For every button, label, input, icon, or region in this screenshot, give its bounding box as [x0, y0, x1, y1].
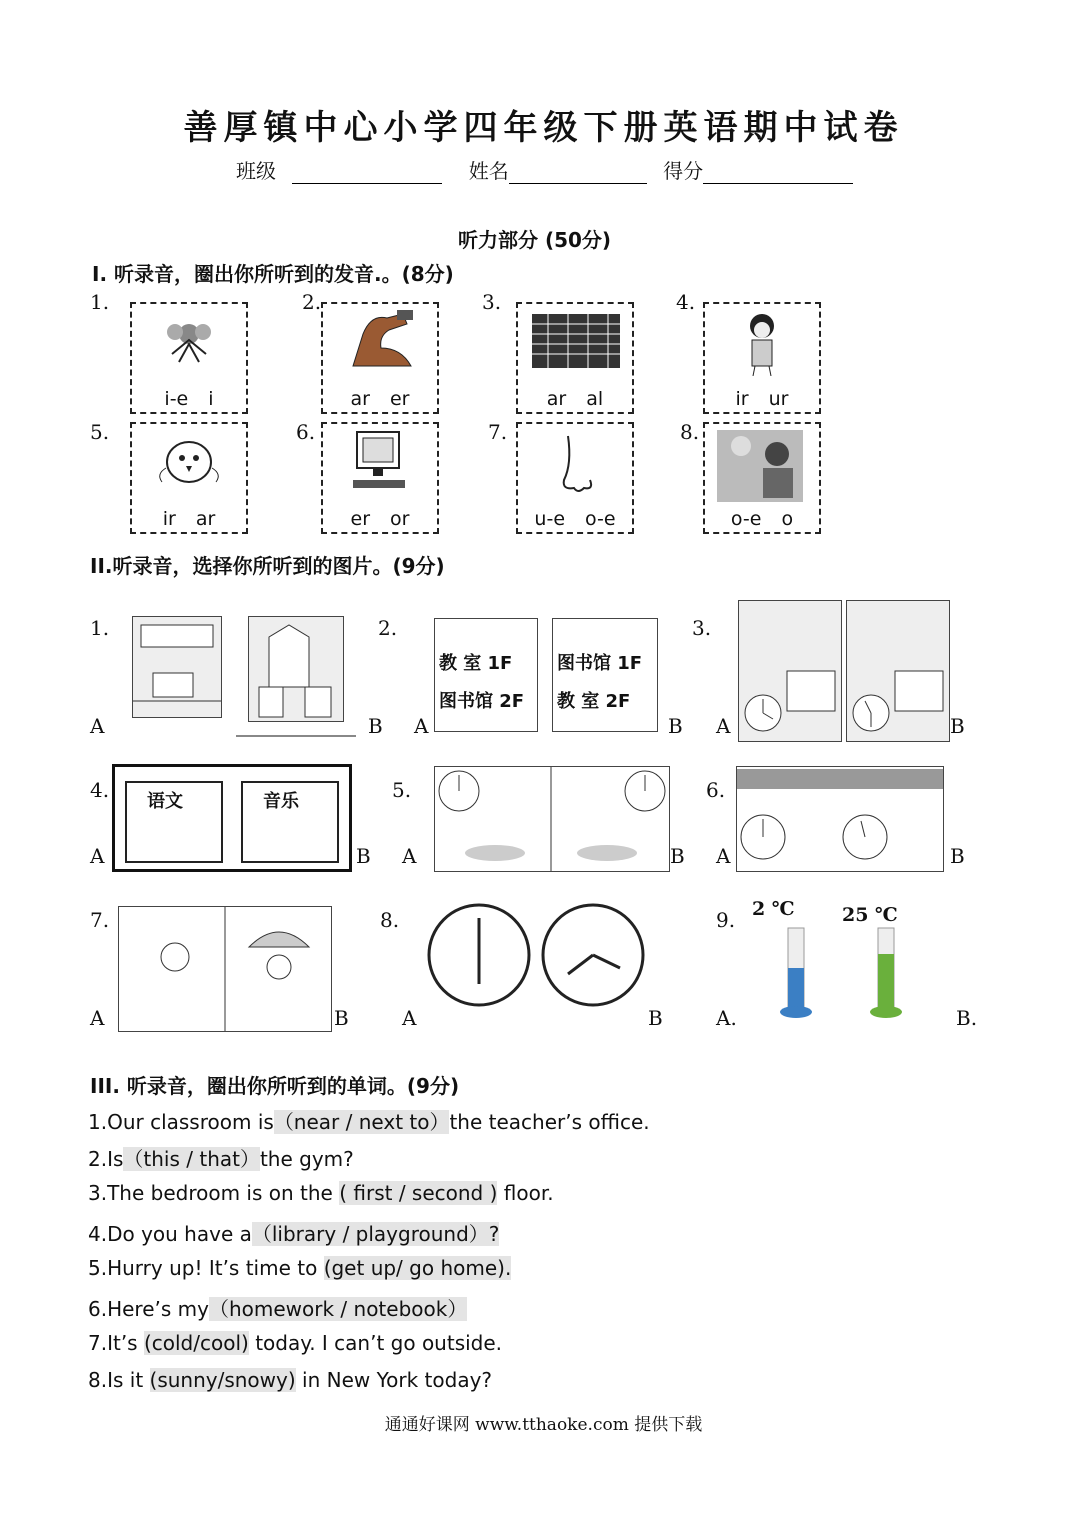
sentence-6: 6.Here’s my（homework / notebook） [88, 1297, 468, 1321]
s1-options-2[interactable]: ar er [350, 388, 410, 410]
s2-label-b-9: B. [956, 1006, 978, 1030]
computer-icon [323, 424, 437, 500]
choice-2[interactable]: （this / that） [123, 1147, 260, 1171]
school-clock-picture[interactable] [736, 766, 944, 872]
s1-box-3 [516, 302, 634, 414]
thermometer-b-icon[interactable] [852, 924, 922, 1020]
class-label: 班级 [236, 159, 276, 183]
s1-box-6 [321, 422, 439, 534]
s1-num-7: 7. [488, 420, 508, 444]
s1-num-2: 2. [302, 290, 322, 314]
s1-options-6[interactable]: er or [350, 508, 410, 530]
floor-sign-picture-a[interactable] [434, 618, 538, 732]
thermometer-a-icon[interactable] [762, 924, 832, 1020]
s2-label-b-4: B [356, 844, 371, 868]
s1-options-8[interactable]: o-e o [730, 508, 794, 530]
books-picture[interactable] [112, 764, 352, 872]
floor-sign-b-row-1: 图书馆 1F [557, 653, 643, 674]
s2-label-a-6: A [716, 844, 731, 868]
s1-num-6: 6. [296, 420, 316, 444]
floor-sign-a-row-2: 图书馆 2F [439, 691, 525, 712]
s2-label-b-7: B [334, 1006, 349, 1030]
s2-num-8: 8. [380, 908, 400, 932]
score-field[interactable] [703, 161, 853, 184]
s2-label-b-1: B [368, 714, 383, 738]
section-1-title: Ⅰ. 听录音，圈出你所听到的发音.。(8分) [92, 262, 454, 286]
nose-icon [518, 424, 632, 500]
s1-box-8 [703, 422, 821, 534]
sentence-3: 3.The bedroom is on the ( first / second ) floor. [88, 1181, 554, 1205]
s2-num-1: 1. [90, 616, 110, 640]
sentence-4: 4.Do you have a（library / playground）? [88, 1222, 500, 1246]
footer-text: 通通好课网 www.tthaoke.com 提供下载 [384, 1415, 703, 1435]
clock-b-icon[interactable] [538, 900, 648, 1010]
s1-num-3: 3. [482, 290, 502, 314]
section-3-title: III. 听录音，圈出你所听到的单词。(9分) [90, 1074, 460, 1098]
s2-label-a-1: A [90, 714, 105, 738]
name-field[interactable] [509, 161, 647, 184]
kite-icon [132, 304, 246, 374]
s1-options-4[interactable]: ir ur [735, 388, 789, 410]
s2-num-3: 3. [692, 616, 712, 640]
s2-label-b-6: B [950, 844, 965, 868]
score-label: 得分 [663, 159, 704, 183]
s1-num-1: 1. [90, 290, 110, 314]
choice-7[interactable]: (cold/cool) [143, 1331, 249, 1355]
s1-box-2 [321, 302, 439, 414]
s2-num-6: 6. [706, 778, 726, 802]
temp-b-label: 25 ℃ [842, 904, 898, 926]
floor-sign-picture-b[interactable] [552, 618, 658, 732]
art-room-picture-b[interactable] [248, 616, 344, 722]
hot-weather-icon [705, 424, 819, 506]
s2-label-b-8: B [648, 1006, 663, 1030]
s2-label-b-3: B [950, 714, 965, 738]
sentence-8: 8.Is it (sunny/snowy) in New York today? [88, 1368, 493, 1392]
chinese-book-label: 语文 [147, 791, 183, 812]
choice-8[interactable]: (sunny/snowy) [149, 1368, 296, 1392]
bedtime-picture-a[interactable] [738, 600, 842, 742]
sentence-5: 5.Hurry up! It’s time to (get up/ go home). [88, 1256, 512, 1280]
s2-num-7: 7. [90, 908, 110, 932]
chinese-book[interactable] [125, 781, 223, 863]
s2-num-2: 2. [378, 616, 398, 640]
s2-label-a-7: A [90, 1006, 105, 1030]
s1-num-5: 5. [90, 420, 110, 444]
s2-label-a-3: A [716, 714, 731, 738]
s2-num-9: 9. [716, 908, 736, 932]
classroom-picture-a[interactable] [132, 616, 222, 718]
s1-options-7[interactable]: u-e o-e [534, 508, 616, 530]
clock-a-icon[interactable] [424, 900, 534, 1010]
s1-num-4: 4. [676, 290, 696, 314]
choice-4[interactable]: （library / playground）? [251, 1222, 500, 1246]
section-2-title: II.听录音，选择你所听到的图片。(9分) [90, 554, 445, 578]
bedtime-picture-b[interactable] [846, 600, 950, 742]
floor-sign-a-row-1: 教 室 1F [439, 653, 513, 674]
s2-num-5: 5. [392, 778, 412, 802]
floor-sign-b-row-2: 教 室 2F [557, 691, 631, 712]
sentence-2: 2.Is（this / that）the gym? [88, 1147, 354, 1171]
s1-options-3[interactable]: ar al [546, 388, 604, 410]
class-field[interactable] [292, 161, 442, 184]
s1-box-1 [130, 302, 248, 414]
s1-box-4 [703, 302, 821, 414]
s1-box-5 [130, 422, 248, 534]
section-part-heading: 听力部分 (50分) [458, 228, 612, 252]
choice-5[interactable]: (get up/ go home). [323, 1256, 512, 1280]
sentence-7: 7.It’s (cold/cool) today. I can’t go outside. [88, 1331, 503, 1355]
rain-picture[interactable] [118, 906, 332, 1032]
arm-icon [323, 304, 437, 374]
page-title: 善厚镇中心小学四年级下册英语期中试卷 [183, 108, 904, 148]
s2-label-a-2: A [414, 714, 429, 738]
eating-picture[interactable] [434, 766, 670, 872]
temp-a-label: 2 ℃ [752, 898, 795, 920]
music-book[interactable] [241, 781, 339, 863]
s1-box-7 [516, 422, 634, 534]
wall-icon [518, 304, 632, 374]
s2-label-b-2: B [668, 714, 683, 738]
choice-6[interactable]: （homework / notebook） [208, 1297, 468, 1321]
bird-icon [132, 424, 246, 494]
s2-label-a-5: A [402, 844, 417, 868]
s2-label-b-5: B [670, 844, 685, 868]
s2-label-a-9: A. [716, 1006, 737, 1030]
nurse-icon [705, 304, 819, 376]
s2-num-4: 4. [90, 778, 110, 802]
s1-options-1[interactable]: i-e i [164, 388, 214, 410]
s1-options-5[interactable]: ir ar [162, 508, 216, 530]
sentence-1: 1.Our classroom is（near / next to）the teacher’s office. [88, 1110, 650, 1134]
choice-3[interactable]: ( first / second ) [339, 1181, 498, 1205]
divider-line [236, 735, 356, 737]
choice-1[interactable]: （near / next to） [273, 1110, 450, 1134]
music-book-label: 音乐 [263, 791, 299, 812]
s1-num-8: 8. [680, 420, 700, 444]
s2-label-a-8: A [402, 1006, 417, 1030]
name-label: 姓名 [468, 159, 509, 183]
header-fields [236, 155, 853, 184]
s2-label-a-4: A [90, 844, 105, 868]
